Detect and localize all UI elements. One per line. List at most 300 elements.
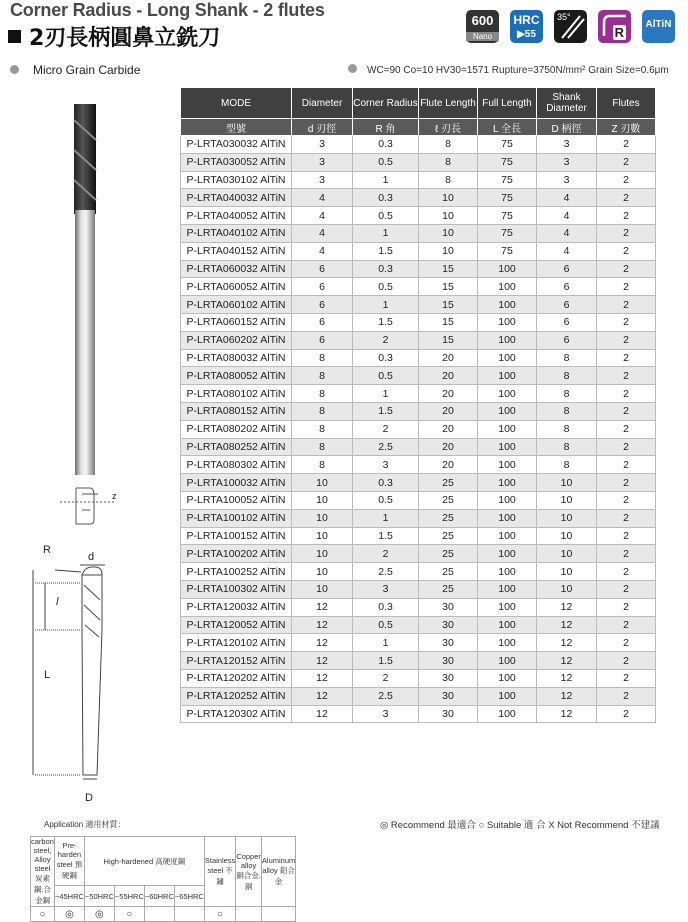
table-row	[181, 153, 656, 171]
table-row	[181, 207, 656, 225]
table-row	[181, 420, 656, 438]
helix-angle-text: 35°	[557, 12, 571, 22]
table-cell: 25	[419, 491, 478, 509]
table-cell: 10	[292, 545, 353, 563]
bullet-icon	[348, 64, 357, 73]
table-cell: 6	[292, 278, 353, 296]
table-row	[181, 260, 656, 278]
table-cell: P-LRTA080202 AlTiN	[181, 420, 292, 438]
table-cell: 4	[292, 207, 353, 225]
table-cell: 15	[419, 313, 478, 331]
table-cell: 2	[597, 207, 656, 225]
table-row	[181, 438, 656, 456]
label-R: R	[43, 544, 51, 556]
table-cell: P-LRTA080102 AlTiN	[181, 385, 292, 403]
table-cell: 20	[419, 402, 478, 420]
table-cell: 10	[537, 545, 597, 563]
table-cell: 1.5	[353, 527, 419, 545]
table-cell: 15	[419, 296, 478, 314]
table-cell: 100	[478, 402, 537, 420]
table-cell: 0.3	[353, 189, 419, 207]
table-cell: 100	[478, 367, 537, 385]
table-row	[181, 385, 656, 403]
table-cell: 12	[537, 652, 597, 670]
table-cell: 15	[419, 278, 478, 296]
table-cell: 0.3	[353, 260, 419, 278]
table-row	[181, 456, 656, 474]
table-row	[181, 616, 656, 634]
table-cell: 8	[419, 153, 478, 171]
table-cell: 100	[478, 385, 537, 403]
table-cell: 4	[292, 189, 353, 207]
table-cell: 3	[537, 171, 597, 189]
nano-badge-bottom: Nano	[466, 32, 499, 41]
corner-radius-text: R	[614, 25, 624, 40]
tool-photo	[62, 100, 112, 480]
table-cell: 10	[419, 224, 478, 242]
table-cell: 100	[478, 474, 537, 492]
preharden-cell: Pre-harden steel 預硬鋼	[54, 837, 84, 886]
table-cell: P-LRTA060202 AlTiN	[181, 331, 292, 349]
table-cell: P-LRTA080032 AlTiN	[181, 349, 292, 367]
table-cell: 10	[419, 242, 478, 260]
col-header-flutes: Flutes	[597, 88, 656, 119]
table-cell: 8	[537, 402, 597, 420]
cross-section-diagram	[60, 484, 130, 534]
mark-aluminum	[261, 907, 295, 922]
table-row	[181, 687, 656, 705]
table-row	[181, 242, 656, 260]
table-cell: P-LRTA040152 AlTiN	[181, 242, 292, 260]
table-cell: 3	[537, 153, 597, 171]
table-cell: 1.5	[353, 313, 419, 331]
dimension-drawing	[25, 545, 120, 805]
table-cell: P-LRTA120202 AlTiN	[181, 669, 292, 687]
sub-header: R 角	[353, 119, 419, 136]
table-cell: 2.5	[353, 687, 419, 705]
table-cell: 3	[353, 705, 419, 723]
table-row	[181, 331, 656, 349]
table-cell: 25	[419, 509, 478, 527]
table-cell: P-LRTA040052 AlTiN	[181, 207, 292, 225]
corner-radius-badge	[598, 10, 631, 43]
subheader-row	[181, 119, 656, 136]
bullet-icon	[10, 65, 19, 74]
table-cell: 2	[597, 385, 656, 403]
preharden-hrc: ~45HRC	[54, 886, 84, 907]
table-cell: 0.3	[353, 474, 419, 492]
table-cell: P-LRTA060102 AlTiN	[181, 296, 292, 314]
table-cell: 75	[478, 224, 537, 242]
table-body	[181, 136, 656, 723]
table-cell: 25	[419, 474, 478, 492]
table-cell: 25	[419, 527, 478, 545]
table-cell: 3	[292, 171, 353, 189]
table-cell: 8	[537, 367, 597, 385]
stainless-cell: Stainless steel 不 鏽	[204, 837, 235, 907]
table-cell: 25	[419, 580, 478, 598]
table-cell: 10	[537, 509, 597, 527]
table-cell: 2	[597, 474, 656, 492]
table-cell: 2	[597, 349, 656, 367]
table-cell: 2	[597, 527, 656, 545]
table-cell: 8	[292, 402, 353, 420]
col-header-shank-diameter: Shank Diameter	[537, 88, 597, 119]
table-cell: 100	[478, 296, 537, 314]
coating-badge	[642, 10, 675, 43]
table-cell: 10	[537, 474, 597, 492]
table-cell: 2	[597, 331, 656, 349]
sub-header: D 柄徑	[537, 119, 597, 136]
table-cell: 100	[478, 598, 537, 616]
table-cell: 0.3	[353, 598, 419, 616]
table-cell: 75	[478, 207, 537, 225]
table-cell: 8	[292, 385, 353, 403]
table-cell: 100	[478, 260, 537, 278]
table-cell: 100	[478, 349, 537, 367]
table-cell: 0.3	[353, 136, 419, 154]
table-cell: 12	[537, 687, 597, 705]
table-cell: 0.5	[353, 207, 419, 225]
table-cell: 15	[419, 260, 478, 278]
table-cell: 2	[353, 331, 419, 349]
mark-carbon: ○	[31, 907, 55, 922]
hrc-50: ~50HRC	[84, 886, 114, 907]
table-cell: 30	[419, 669, 478, 687]
header-row	[181, 88, 656, 119]
carbon-steel-cell: carbon steel, Alloy steel 炭素鋼.合金鋼	[31, 837, 54, 905]
table-cell: P-LRTA080302 AlTiN	[181, 456, 292, 474]
table-cell: 0.5	[353, 367, 419, 385]
table-cell: 100	[478, 634, 537, 652]
table-cell: 8	[292, 438, 353, 456]
table-cell: 2	[597, 136, 656, 154]
table-cell: 2	[597, 598, 656, 616]
table-cell: 1	[353, 171, 419, 189]
table-row	[181, 509, 656, 527]
hrc-badge-bottom: ▶55	[517, 29, 536, 40]
table-cell: P-LRTA100152 AlTiN	[181, 527, 292, 545]
table-cell: 4	[537, 207, 597, 225]
table-cell: 10	[292, 580, 353, 598]
table-row	[181, 474, 656, 492]
table-row	[181, 313, 656, 331]
table-cell: 30	[419, 634, 478, 652]
subtitle-text: 2刃長柄圓鼻立銑刀	[29, 26, 221, 51]
table-cell: 100	[478, 687, 537, 705]
mark-hrc60	[144, 907, 174, 922]
table-cell: P-LRTA120302 AlTiN	[181, 705, 292, 723]
table-cell: 6	[537, 313, 597, 331]
table-cell: 2	[597, 153, 656, 171]
table-cell: 12	[537, 616, 597, 634]
table-cell: 6	[537, 260, 597, 278]
table-cell: 8	[292, 349, 353, 367]
table-cell: 12	[292, 705, 353, 723]
hrc-65: ~65HRC	[174, 886, 204, 907]
table-cell: 3	[353, 580, 419, 598]
table-cell: P-LRTA060152 AlTiN	[181, 313, 292, 331]
table-cell: P-LRTA060052 AlTiN	[181, 278, 292, 296]
table-cell: 10	[292, 509, 353, 527]
table-cell: 4	[537, 224, 597, 242]
table-cell: 10	[537, 580, 597, 598]
sub-header: d 刃徑	[292, 119, 353, 136]
table-cell: P-LRTA030102 AlTiN	[181, 171, 292, 189]
table-cell: 8	[292, 420, 353, 438]
mark-hrc65	[174, 907, 204, 922]
table-cell: 6	[292, 313, 353, 331]
table-cell: 75	[478, 189, 537, 207]
table-cell: 100	[478, 278, 537, 296]
table-cell: P-LRTA030052 AlTiN	[181, 153, 292, 171]
table-cell: 20	[419, 420, 478, 438]
table-cell: 20	[419, 367, 478, 385]
table-cell: P-LRTA060032 AlTiN	[181, 260, 292, 278]
table-cell: 6	[537, 331, 597, 349]
sub-header: L 全長	[478, 119, 537, 136]
table-cell: 1	[353, 296, 419, 314]
label-d: d	[88, 551, 95, 563]
label-l: l	[56, 596, 59, 608]
table-cell: P-LRTA040032 AlTiN	[181, 189, 292, 207]
table-cell: 100	[478, 545, 537, 563]
table-cell: 2	[597, 705, 656, 723]
table-cell: 8	[419, 171, 478, 189]
table-cell: 1.5	[353, 242, 419, 260]
table-cell: 75	[478, 242, 537, 260]
table-cell: 2	[597, 296, 656, 314]
table-cell: 75	[478, 136, 537, 154]
table-cell: P-LRTA040102 AlTiN	[181, 224, 292, 242]
table-cell: 2	[597, 634, 656, 652]
table-cell: 0.5	[353, 491, 419, 509]
table-cell: P-LRTA120102 AlTiN	[181, 634, 292, 652]
table-cell: 8	[537, 456, 597, 474]
table-row	[181, 402, 656, 420]
table-cell: 2	[597, 278, 656, 296]
table-cell: 2	[597, 242, 656, 260]
table-row	[181, 634, 656, 652]
table-cell: 100	[478, 509, 537, 527]
table-cell: 1.5	[353, 402, 419, 420]
coating-text: AlTiN	[645, 19, 672, 30]
table-cell: 6	[537, 278, 597, 296]
table-cell: 6	[292, 296, 353, 314]
table-cell: 2	[597, 509, 656, 527]
table-cell: 2	[353, 545, 419, 563]
table-cell: 3	[353, 456, 419, 474]
table-row	[181, 171, 656, 189]
table-cell: 1	[353, 385, 419, 403]
table-cell: 2	[597, 402, 656, 420]
table-cell: 12	[292, 652, 353, 670]
table-cell: 2	[597, 189, 656, 207]
table-cell: 20	[419, 349, 478, 367]
sub-header: ℓ 刃長	[419, 119, 478, 136]
table-cell: 8	[292, 367, 353, 385]
table-cell: P-LRTA030032 AlTiN	[181, 136, 292, 154]
hrc-55: ~55HRC	[114, 886, 144, 907]
table-cell: 12	[537, 705, 597, 723]
table-cell: 2	[597, 171, 656, 189]
table-cell: 10	[537, 527, 597, 545]
table-cell: P-LRTA100252 AlTiN	[181, 563, 292, 581]
hrc-badge	[510, 10, 543, 43]
table-cell: 4	[292, 224, 353, 242]
table-cell: 0.5	[353, 278, 419, 296]
table-cell: 100	[478, 580, 537, 598]
table-cell: 2	[353, 669, 419, 687]
label-D: D	[85, 792, 93, 804]
table-row	[181, 705, 656, 723]
table-cell: 2	[597, 563, 656, 581]
table-cell: 2	[597, 313, 656, 331]
table-cell: 100	[478, 331, 537, 349]
table-cell: 20	[419, 438, 478, 456]
col-header-full-length: Full Length	[478, 88, 537, 119]
table-cell: 2	[597, 260, 656, 278]
table-cell: 3	[292, 153, 353, 171]
table-cell: 6	[292, 260, 353, 278]
spec-line	[348, 64, 669, 76]
table-cell: 8	[537, 385, 597, 403]
table-cell: 20	[419, 385, 478, 403]
table-cell: P-LRTA120032 AlTiN	[181, 598, 292, 616]
nano-badge	[466, 10, 499, 43]
sub-header: Z 刃數	[597, 119, 656, 136]
table-cell: P-LRTA080152 AlTiN	[181, 402, 292, 420]
aluminum-cell: Aluminum alloy 鋁合金	[261, 837, 295, 907]
table-cell: 100	[478, 491, 537, 509]
table-cell: 2	[597, 224, 656, 242]
copper-cell: Copper alloy 銅合金.銅	[236, 837, 262, 907]
table-cell: 15	[419, 331, 478, 349]
table-cell: 12	[292, 669, 353, 687]
table-row	[181, 136, 656, 154]
hrc-badge-top: HRC	[513, 13, 540, 27]
high-hardened-cell: High-hardened 高硬度鋼	[84, 837, 204, 886]
table-cell: 4	[537, 189, 597, 207]
table-cell: 100	[478, 616, 537, 634]
table-cell: P-LRTA120252 AlTiN	[181, 687, 292, 705]
table-cell: 10	[292, 491, 353, 509]
table-cell: 8	[419, 136, 478, 154]
table-row	[181, 367, 656, 385]
table-cell: 8	[537, 349, 597, 367]
table-cell: P-LRTA080052 AlTiN	[181, 367, 292, 385]
mark-hrc55: ○	[114, 907, 144, 922]
table-row	[181, 224, 656, 242]
table-cell: 2	[597, 367, 656, 385]
mark-copper	[236, 907, 262, 922]
table-cell: 1	[353, 224, 419, 242]
table-cell: 6	[537, 296, 597, 314]
table-cell: 12	[292, 598, 353, 616]
col-header-mode: MODE	[181, 88, 292, 119]
table-cell: 1.5	[353, 652, 419, 670]
table-row	[181, 278, 656, 296]
sub-header: 型號	[181, 119, 292, 136]
table-row	[181, 189, 656, 207]
square-icon	[8, 30, 21, 43]
table-cell: P-LRTA080252 AlTiN	[181, 438, 292, 456]
table-row	[181, 545, 656, 563]
table-cell: 0.5	[353, 616, 419, 634]
table-cell: 4	[537, 242, 597, 260]
table-row	[181, 669, 656, 687]
table-cell: 100	[478, 652, 537, 670]
table-cell: 30	[419, 616, 478, 634]
table-cell: 12	[292, 616, 353, 634]
table-cell: 2	[597, 687, 656, 705]
table-cell: 6	[292, 331, 353, 349]
spec-text: WC=90 Co=10 HV30=1571 Rupture=3750N/mm² Grain Size=0.6μm	[367, 65, 669, 76]
table-cell: 75	[478, 153, 537, 171]
table-cell: 30	[419, 705, 478, 723]
table-cell: 1	[353, 509, 419, 527]
col-header-diameter: Diameter	[292, 88, 353, 119]
mark-preharden: ◎	[54, 907, 84, 922]
table-row	[181, 491, 656, 509]
table-cell: 2	[597, 669, 656, 687]
table-cell: 2	[353, 420, 419, 438]
table-row	[181, 349, 656, 367]
table-row	[181, 580, 656, 598]
helix-icon	[554, 10, 587, 43]
table-cell: 10	[292, 527, 353, 545]
table-cell: 2	[597, 545, 656, 563]
table-cell: 2	[597, 420, 656, 438]
table-cell: P-LRTA100302 AlTiN	[181, 580, 292, 598]
label-z: z	[112, 491, 117, 501]
table-cell: 2	[597, 652, 656, 670]
application-label: Application 適用材質：	[44, 820, 126, 829]
table-cell: 12	[292, 634, 353, 652]
table-cell: 10	[292, 474, 353, 492]
table-cell: 10	[419, 189, 478, 207]
mark-hrc50: ◎	[84, 907, 114, 922]
table-cell: 100	[478, 527, 537, 545]
table-cell: 12	[537, 598, 597, 616]
mark-stainless: ○	[204, 907, 235, 922]
table-row	[181, 598, 656, 616]
table-row	[181, 652, 656, 670]
table-cell: 10	[419, 207, 478, 225]
table-cell: 25	[419, 563, 478, 581]
table-cell: 75	[478, 171, 537, 189]
hrc-60: ~60HRC	[144, 886, 174, 907]
table-cell: 4	[292, 242, 353, 260]
table-cell: 30	[419, 652, 478, 670]
table-cell: 20	[419, 456, 478, 474]
table-row	[181, 563, 656, 581]
table-cell: 30	[419, 598, 478, 616]
table-cell: 100	[478, 456, 537, 474]
table-cell: 2	[597, 491, 656, 509]
table-cell: 10	[537, 563, 597, 581]
col-header-corner-radius: Corner Radius	[353, 88, 419, 119]
table-cell: 100	[478, 420, 537, 438]
table-cell: 8	[537, 438, 597, 456]
table-row	[181, 527, 656, 545]
table-cell: 12	[292, 687, 353, 705]
table-cell: P-LRTA100102 AlTiN	[181, 509, 292, 527]
table-cell: 10	[537, 491, 597, 509]
nano-badge-top: 600	[471, 13, 494, 28]
table-cell: 8	[537, 420, 597, 438]
table-cell: P-LRTA100052 AlTiN	[181, 491, 292, 509]
